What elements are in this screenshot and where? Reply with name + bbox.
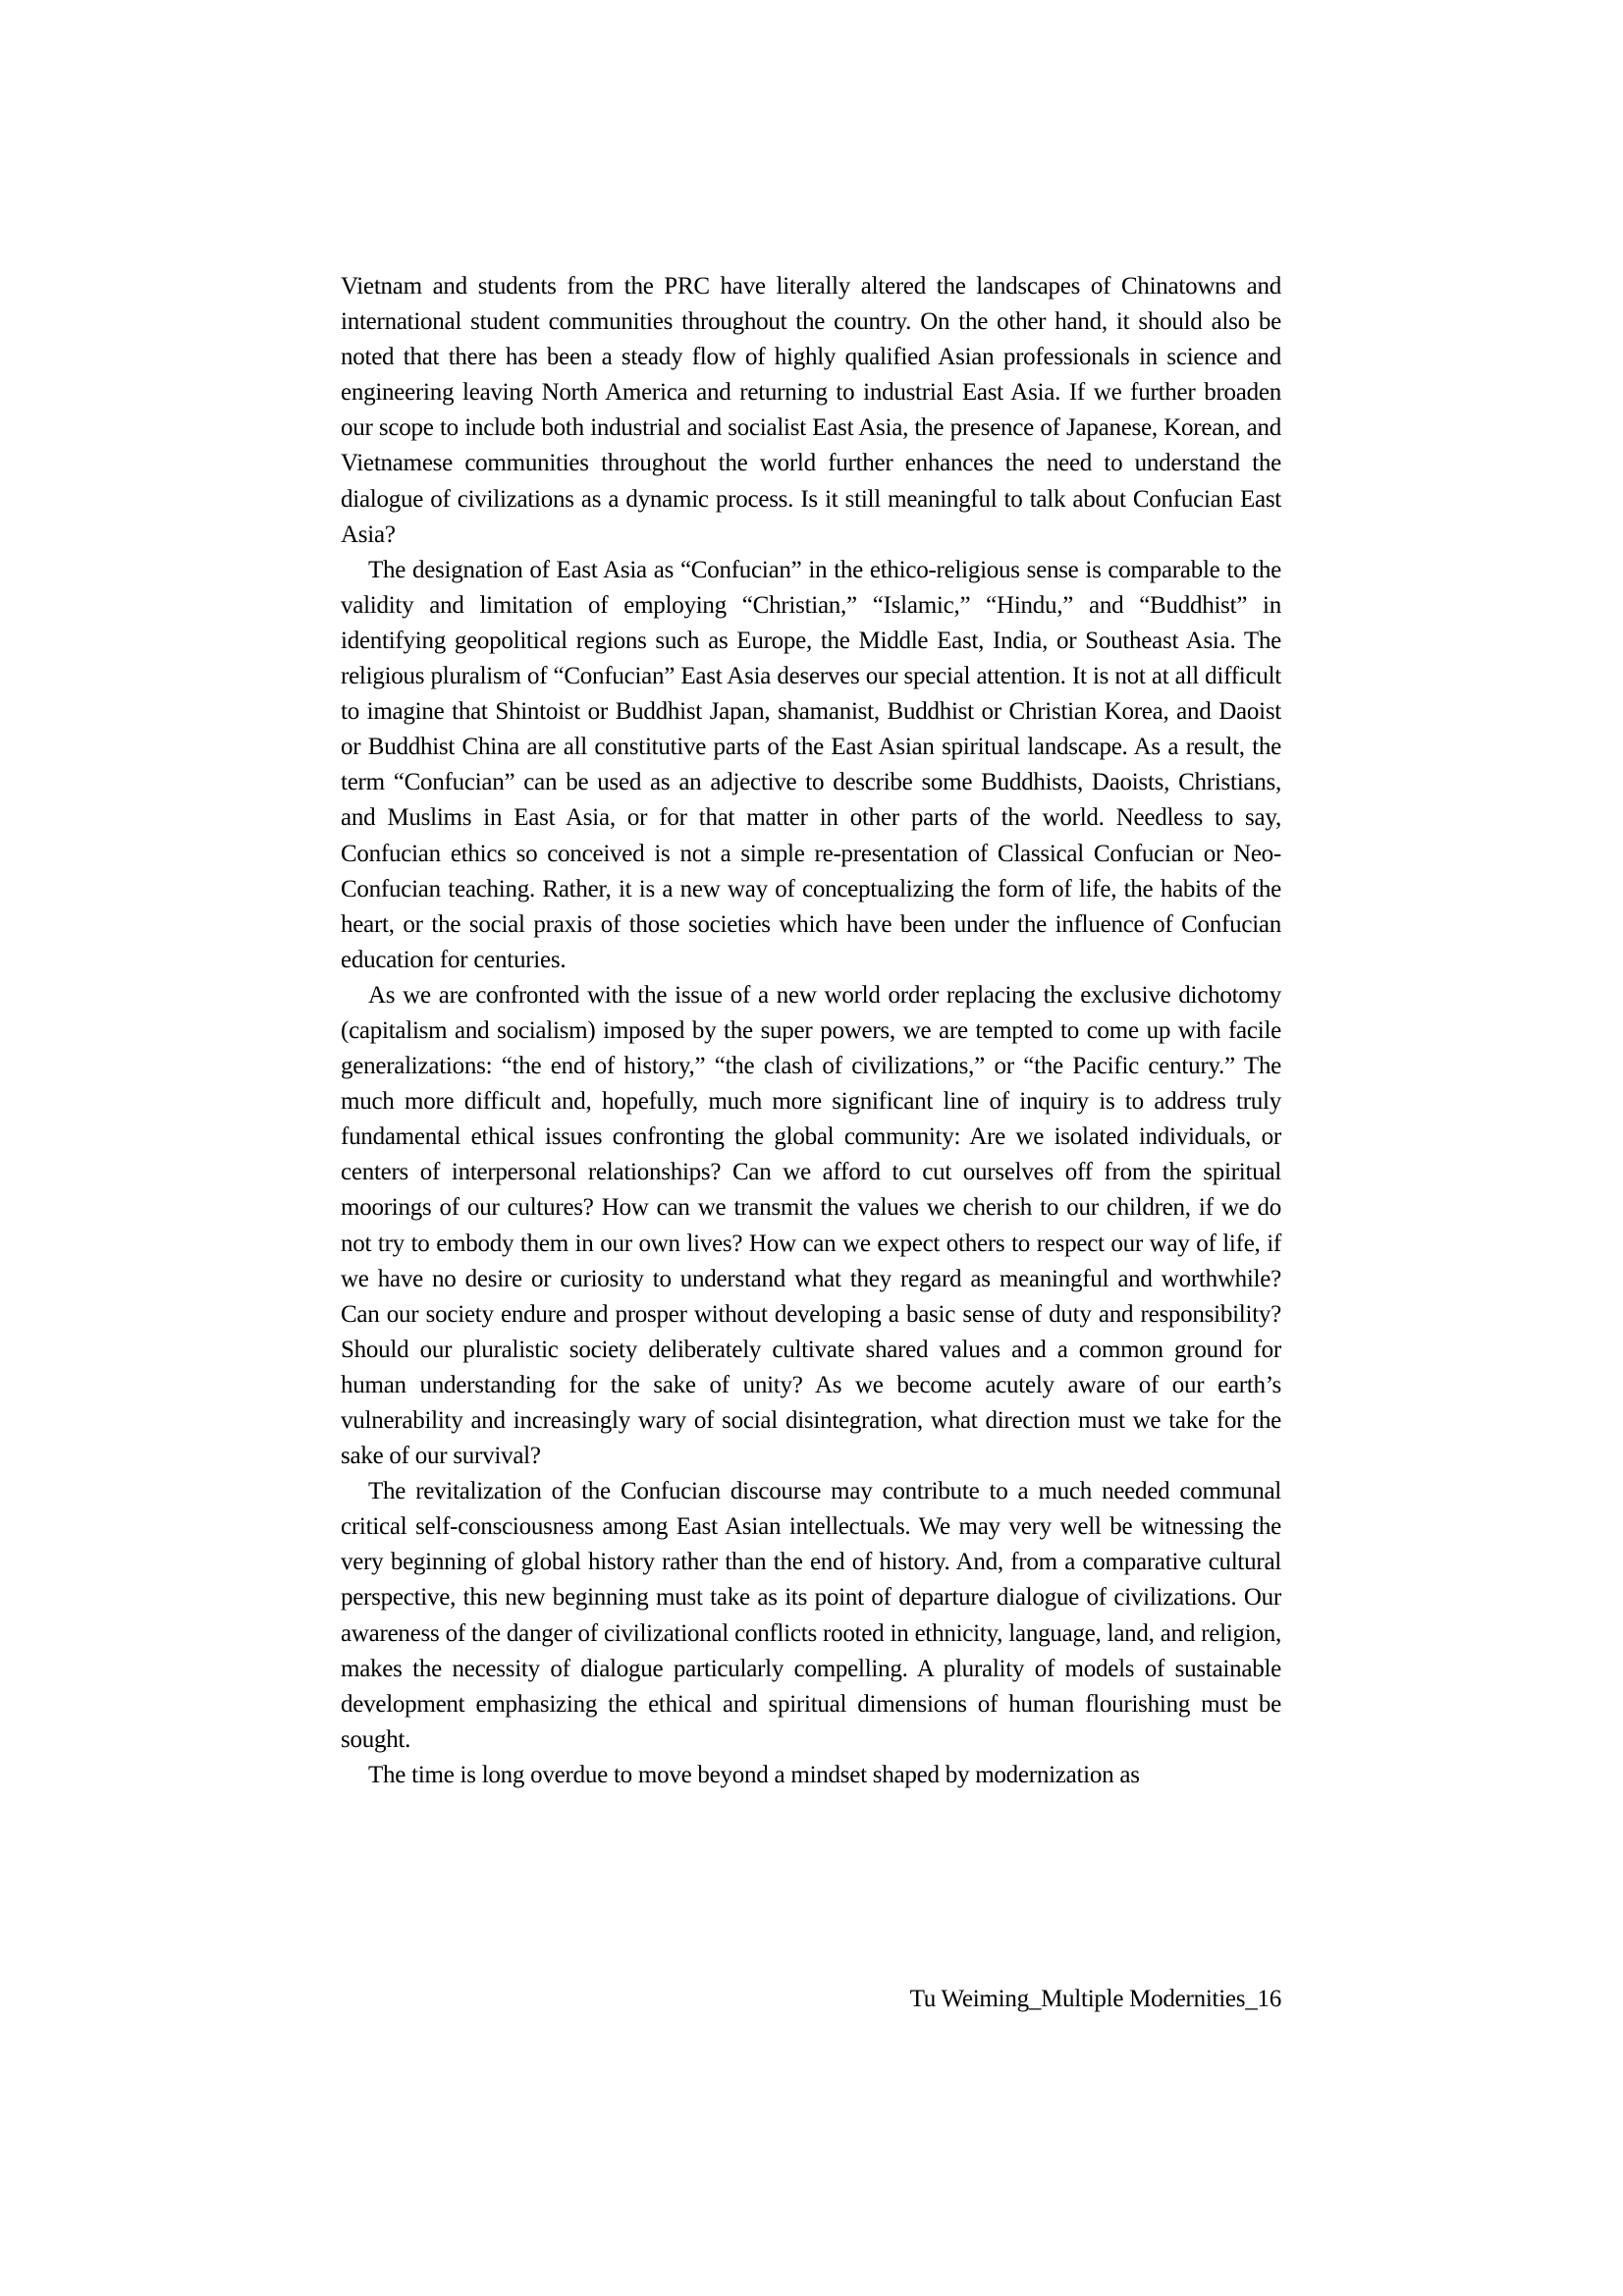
paragraph-4: The revitalization of the Confucian discourse may contribute to a much needed communal critical self-consciousness among East Asian intellectuals. We may very well be witnessing the very beginning of global history rather than the end of history. And, from a comparative cultural perspective, this new beginning must take as its point of departure dialogue of civilizations. Our awareness of the danger of civilizational conflicts rooted in ethnicity, language, land, and religion, makes the necessity of dialogue particularly compelling. A plurality of models of sustainable development emphasizing the ethical and spiritual dimensions of human flourishing must be sought. [341,1478,1281,1753]
paragraph-3: As we are confronted with the issue of a new world order replacing the exclusive dichotomy (capitalism and socialism) imposed by the super powers, we are tempted to come up with facile generalizations: “the end of history,” “the clash of civilizations,” or “the Pacific century.” The much more difficult and, hopefully, much more significant line of inquiry is to address truly fundamental ethical issues confronting the global community: Are we isolated individuals, or centers of interpersonal relationships? Can we afford to cut ourselves off from the spiritual moorings of our cultures? How can we transmit the values we cherish to our children, if we do not try to embody them in our own lives? How can we expect others to respect our way of life, if we have no desire or curiosity to understand what they regard as meaningful and worthwhile? Can our society endure and prosper without developing a basic sense of duty and responsibility? Should our pluralistic society deliberately cultivate shared values and a common ground for human understanding for the sake of unity? As we become acutely aware of our earth’s vulnerability and increasingly wary of social disintegration, what direction must we take for the sake of our survival? [341,981,1281,1470]
text-block [341,269,1281,1793]
paragraph-1: Vietnam and students from the PRC have literally altered the landscapes of Chinatowns and international student communities throughout the country. On the other hand, it should also be noted that there has been a steady flow of highly qualified Asian professionals in science and engineering leaving North America and returning to industrial East Asia. If we further broaden our scope to include both industrial and socialist East Asia, the presence of Japanese, Korean, and Vietnamese communities throughout the world further enhances the need to understand the dialogue of civilizations as a dynamic process. Is it still meaningful to talk about Confucian East Asia? [341,273,1281,548]
page-footer: Tu Weiming_Multiple Modernities_16 [909,1986,1281,2012]
paragraph-2: The designation of East Asia as “Confucian” in the ethico-religious sense is comparable to the validity and limitation of employing “Christian,” “Islamic,” “Hindu,” and “Buddhist” in identifying geopolitical regions such as Europe, the Middle East, India, or Southeast Asia. The religious pluralism of “Confucian” East Asia deserves our special attention. It is not at all difficult to imagine that Shintoist or Buddhist Japan, shamanist, Buddhist or Christian Korea, and Daoist or Buddhist China are all constitutive parts of the East Asian spiritual landscape. As a result, the term “Confucian” can be used as an adjective to describe some Buddhists, Daoists, Christians, and Muslims in East Asia, or for that matter in other parts of the world. Needless to say, Confucian ethics so conceived is not a simple re-presentation of Classical Confucian or Neo-Confucian teaching. Rather, it is a new way of conceptualizing the form of life, the habits of the heart, or the social praxis of those societies which have been under the influence of Confucian education for centuries. [341,556,1281,973]
paragraph-5: The time is long overdue to move beyond a mindset shaped by modernization as [368,1761,1140,1788]
